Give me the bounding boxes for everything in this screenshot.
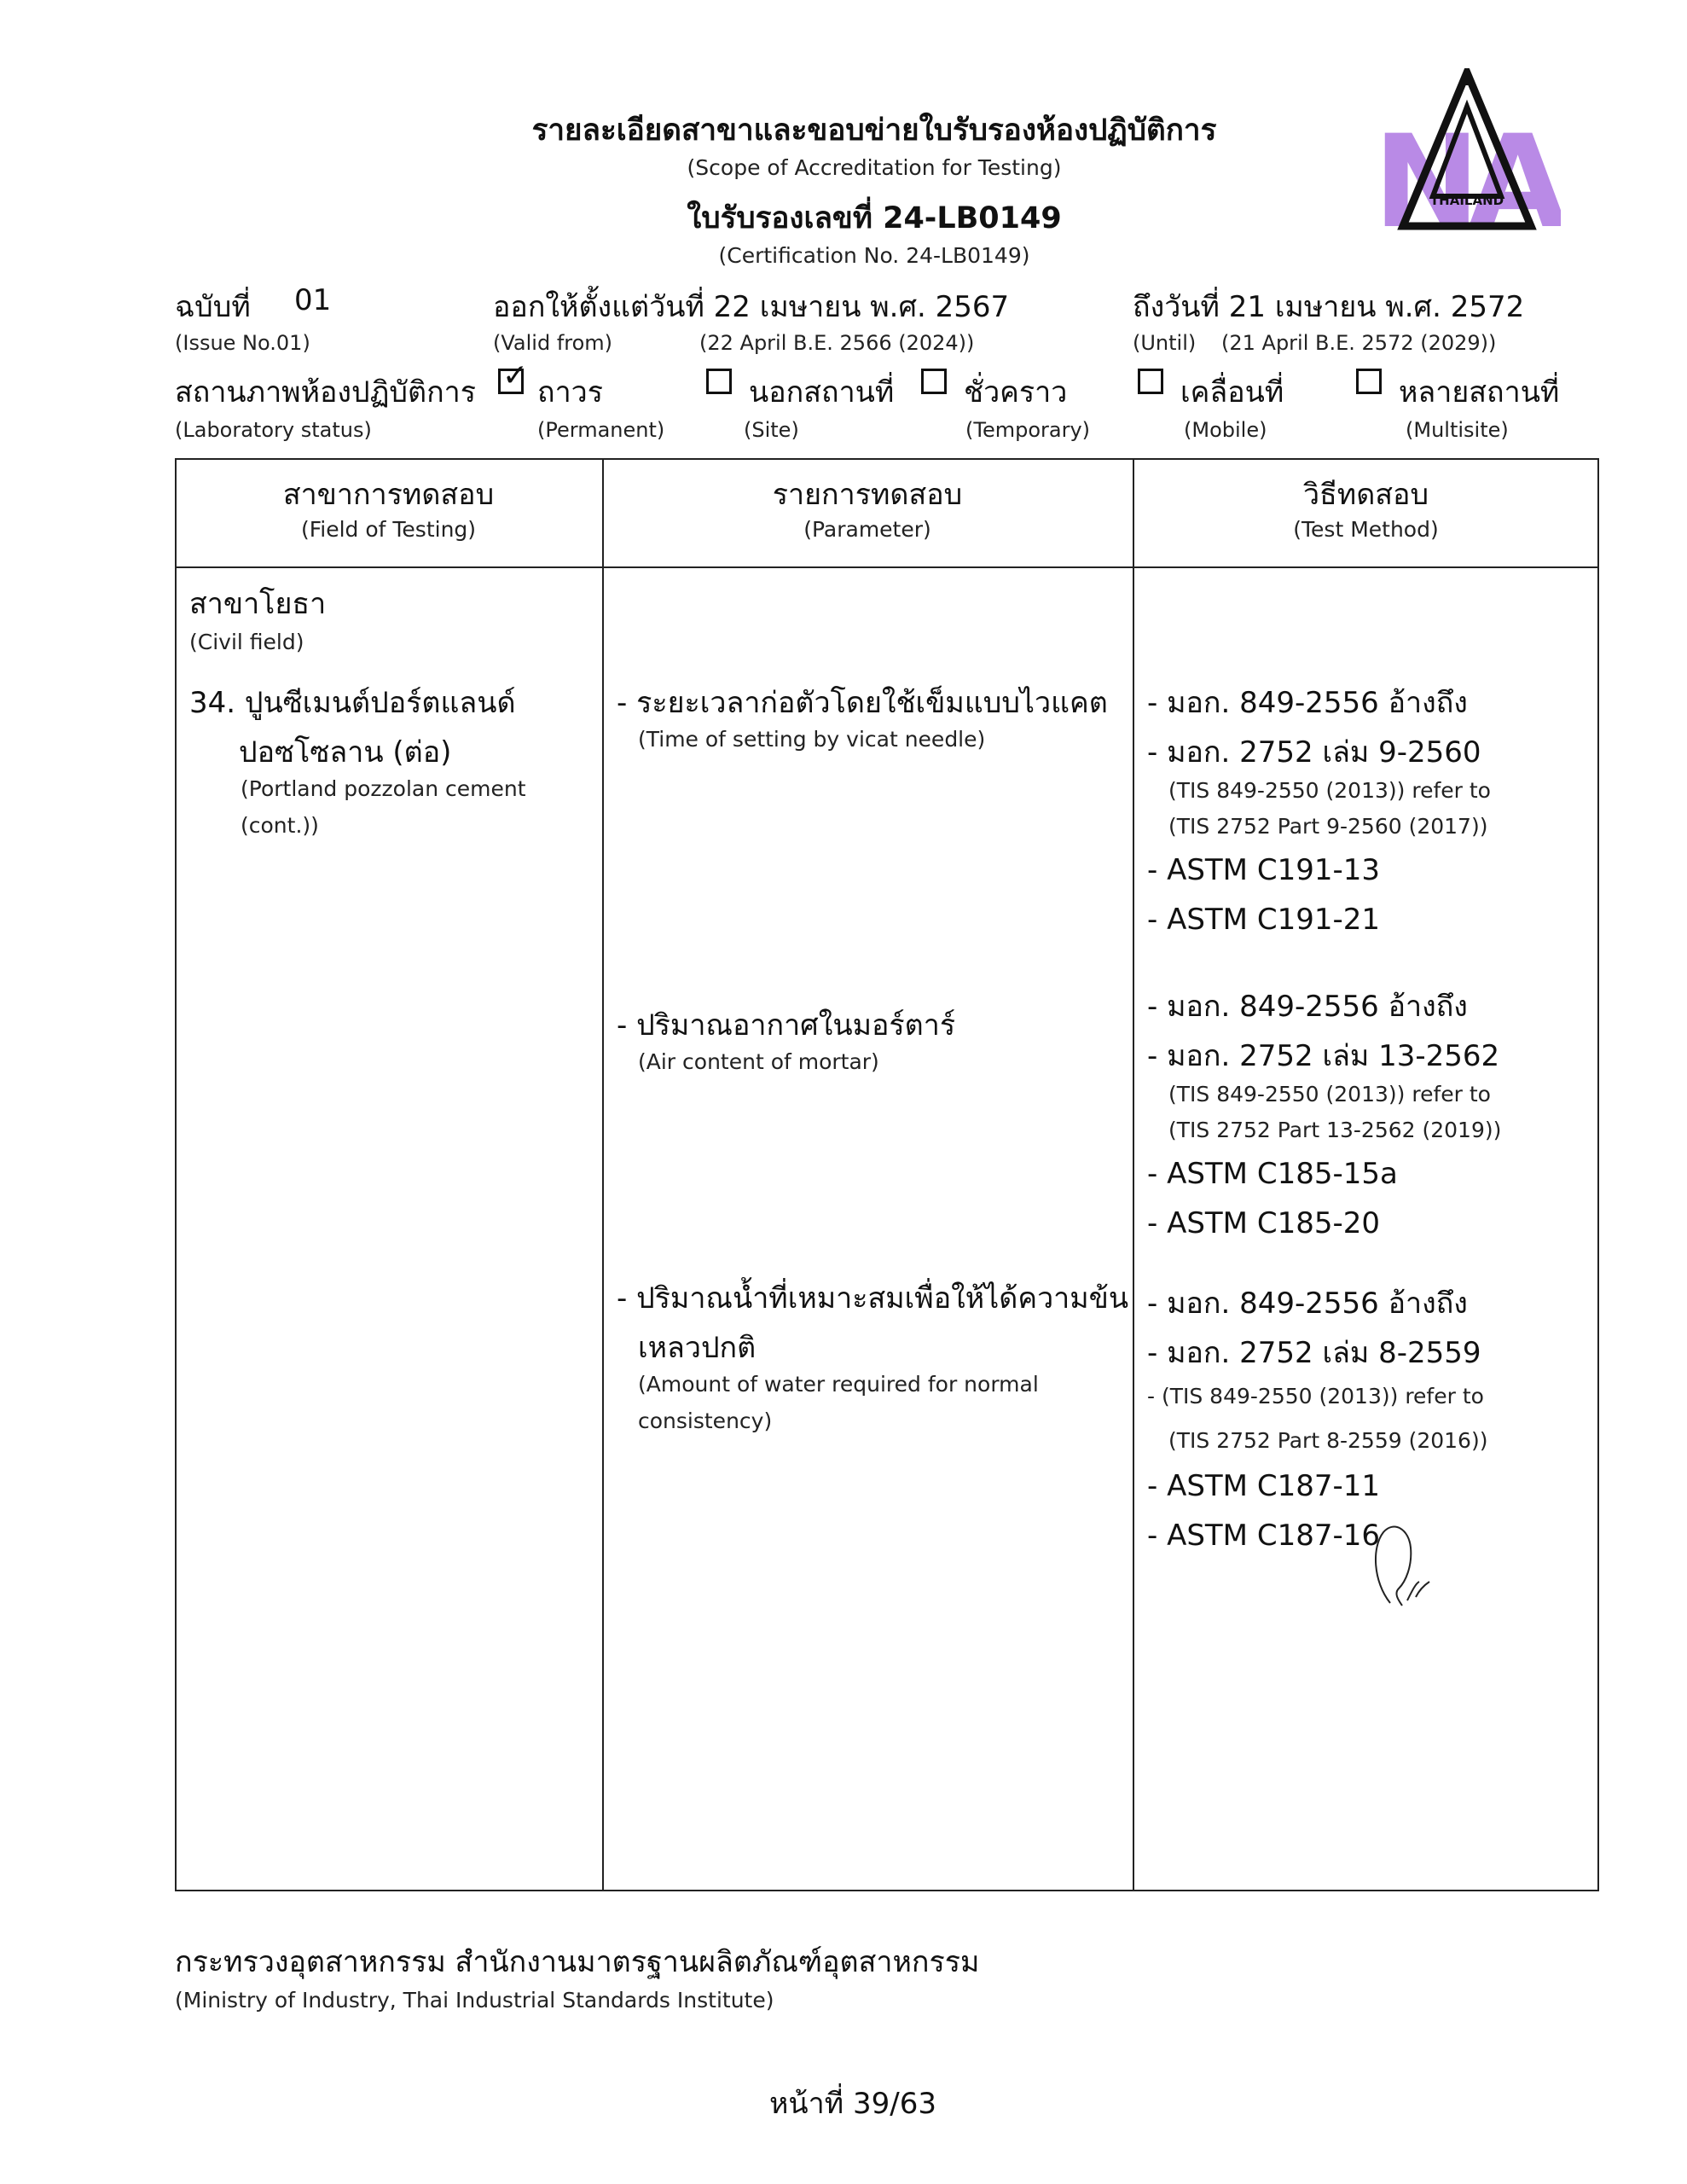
parameter-item: - ระยะเวลาก่อตัวโดยใช้เข็มแบบไวแคต [617, 686, 1108, 720]
header-method-en: (Test Method) [1293, 517, 1439, 542]
parameter-item-en: (Amount of water required for normal [638, 1372, 1039, 1397]
field-name-en: (Civil field) [189, 630, 304, 654]
column-divider [1133, 458, 1134, 1891]
method-note: (TIS 849-2550 (2013)) refer to [1168, 1082, 1491, 1107]
nac-logo [1373, 68, 1561, 239]
method-item: - มอก. 2752 เล่ม 8-2559 [1147, 1336, 1481, 1370]
method-item: - มอก. 849-2556 อ้างถึง [1147, 990, 1468, 1024]
logo-text: THAILAND [1429, 193, 1504, 208]
method-item: - ASTM C191-21 [1147, 903, 1380, 937]
method-item: - มอก. 849-2556 อ้างถึง [1147, 1287, 1468, 1321]
parameter-item-en: (Air content of mortar) [638, 1049, 879, 1074]
status-permanent-label-en: (Permanent) [537, 418, 665, 442]
header-parameter: รายการทดสอบ [772, 478, 963, 512]
method-item: - ASTM C187-11 [1147, 1469, 1380, 1503]
field-item: 34. ปูนซีเมนต์ปอร์ตแลนด์ [189, 686, 516, 720]
column-divider [602, 458, 604, 1891]
ministry-name-en: (Ministry of Industry, Thai Industrial Standards Institute) [175, 1988, 774, 2013]
field-name: สาขาโยธา [189, 587, 327, 621]
parameter-item-en: (Time of setting by vicat needle) [638, 727, 986, 752]
status-mobile-checkbox[interactable] [1138, 369, 1163, 394]
header-field-en: (Field of Testing) [300, 517, 477, 542]
page-title: รายละเอียดสาขาและขอบข่ายใบรับรองห้องปฏิบัติการ [531, 113, 1217, 148]
method-note: (TIS 2752 Part 8-2559 (2016)) [1168, 1428, 1488, 1453]
handwritten-signature [1365, 1522, 1441, 1616]
method-item: - ASTM C185-20 [1147, 1206, 1380, 1240]
method-item: - มอก. 2752 เล่ม 9-2560 [1147, 735, 1481, 770]
checkmark-icon: ✓ [502, 358, 529, 393]
status-temporary-label: ชั่วคราว [964, 375, 1068, 410]
status-temporary-checkbox[interactable] [921, 369, 947, 394]
method-item: - ASTM C185-15a [1147, 1157, 1398, 1191]
page-subtitle: (Scope of Accreditation for Testing) [687, 155, 1062, 180]
status-mobile-label: เคลื่อนที่ [1180, 375, 1284, 410]
issue-label-en: (Issue No.01) [175, 331, 310, 355]
method-note: (TIS 849-2550 (2013)) refer to [1168, 778, 1491, 803]
status-temporary-label-en: (Temporary) [965, 418, 1091, 442]
lab-status-label-en: (Laboratory status) [175, 418, 372, 442]
ministry-name: กระทรวงอุตสาหกรรม สำนักงานมาตรฐานผลิตภัณฑ์อุตสาหกรรม [175, 1945, 980, 1979]
header-method: วิธีทดสอบ [1302, 478, 1429, 512]
valid-until-label-en: (Until) [1133, 331, 1197, 355]
issue-label: ฉบับที่ [175, 290, 251, 324]
status-multisite-checkbox[interactable] [1356, 369, 1382, 394]
certificate-number-en: (Certification No. 24-LB0149) [718, 243, 1030, 268]
field-item-en: (Portland pozzolan cement [241, 776, 526, 801]
page-number: หน้าที่ 39/63 [769, 2087, 936, 2121]
logo-letters: NA [1373, 108, 1556, 239]
parameter-item-cont: เหลวปกติ [638, 1331, 757, 1365]
parameter-item-en-cont: consistency) [638, 1409, 773, 1433]
method-item: - มอก. 849-2556 อ้างถึง [1147, 686, 1468, 720]
status-multisite-label: หลายสถานที่ [1399, 375, 1560, 410]
valid-from-label-en: (Valid from) [493, 331, 613, 355]
method-note: (TIS 2752 Part 13-2562 (2019)) [1168, 1118, 1502, 1142]
valid-from-date-en: (22 April B.E. 2566 (2024)) [699, 331, 975, 355]
lab-status-label: สถานภาพห้องปฏิบัติการ [175, 375, 477, 410]
status-site-checkbox[interactable] [706, 369, 732, 394]
method-item: - ASTM C191-13 [1147, 853, 1380, 887]
status-permanent-label: ถาวร [537, 375, 604, 410]
field-item-en-cont: (cont.)) [241, 813, 319, 838]
method-item: - ASTM C187-16 [1147, 1519, 1380, 1553]
parameter-item: - ปริมาณน้ำที่เหมาะสมเพื่อให้ได้ความข้น [617, 1281, 1129, 1316]
status-multisite-label-en: (Multisite) [1406, 418, 1509, 442]
method-note: (TIS 2752 Part 9-2560 (2017)) [1168, 814, 1488, 839]
method-note: - (TIS 849-2550 (2013)) refer to [1147, 1384, 1484, 1409]
status-site-label-en: (Site) [744, 418, 799, 442]
field-item-cont: ปอซโซลาน (ต่อ) [239, 735, 452, 770]
valid-until: ถึงวันที่ 21 เมษายน พ.ศ. 2572 [1133, 290, 1525, 324]
parameter-item: - ปริมาณอากาศในมอร์ตาร์ [617, 1008, 956, 1043]
valid-until-date-en: (21 April B.E. 2572 (2029)) [1221, 331, 1497, 355]
method-item: - มอก. 2752 เล่ม 13-2562 [1147, 1039, 1500, 1073]
header-parameter-en: (Parameter) [803, 517, 931, 542]
status-mobile-label-en: (Mobile) [1184, 418, 1267, 442]
status-permanent-checkbox[interactable] [498, 358, 529, 394]
header-field: สาขาการทดสอบ [282, 478, 495, 512]
issue-number: 01 [294, 283, 332, 317]
header-divider [175, 566, 1599, 568]
status-site-label: นอกสถานที่ [749, 375, 895, 410]
valid-from: ออกให้ตั้งแต่วันที่ 22 เมษายน พ.ศ. 2567 [493, 290, 1010, 324]
certificate-number: ใบรับรองเลขที่ 24-LB0149 [687, 201, 1062, 235]
